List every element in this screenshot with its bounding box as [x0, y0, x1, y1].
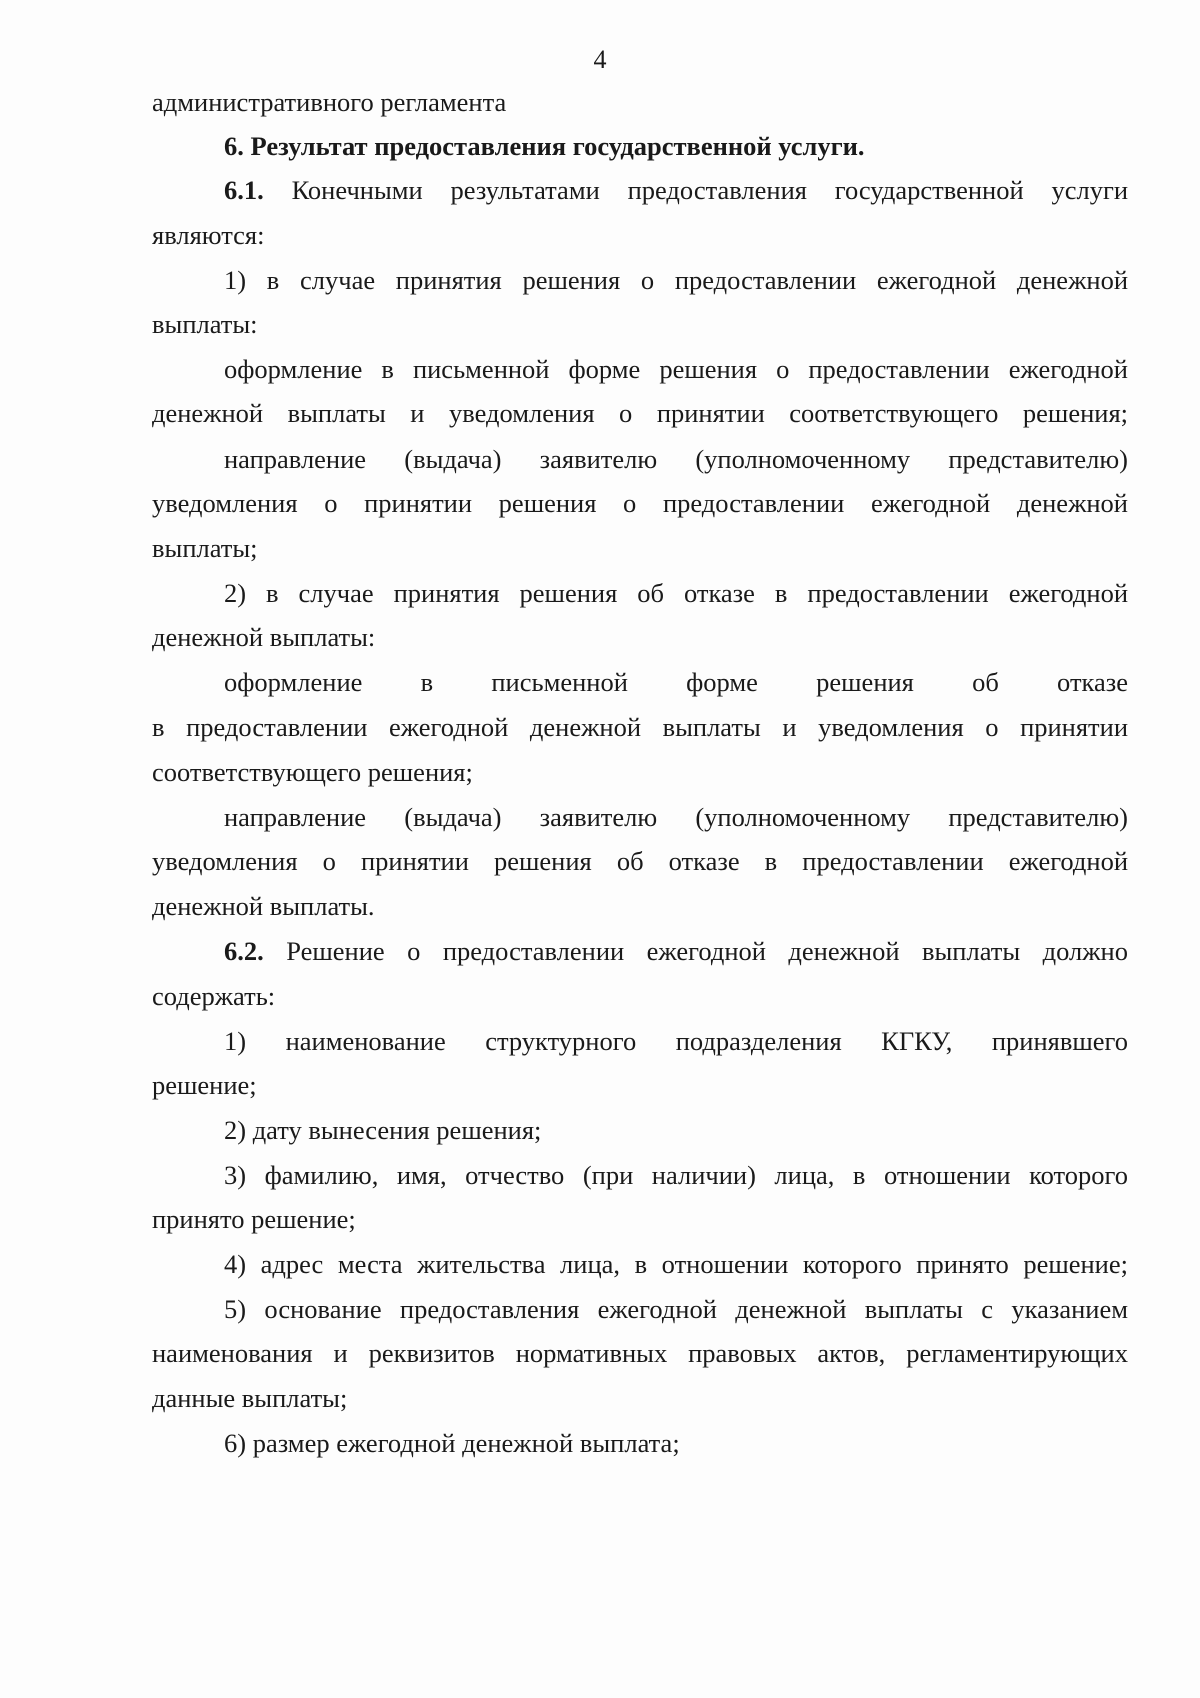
clause-text: Решение о предоставлении ежегодной денежной выплаты должно — [263, 936, 1128, 966]
paragraph-line: уведомления о принятии решения об отказе в предоставлении ежегодной — [152, 846, 1128, 876]
text-line: являются: — [152, 220, 265, 250]
list-item: 2) дату вынесения решения; — [224, 1115, 542, 1145]
paragraph-line — [224, 174, 1128, 206]
clause-text: Конечными результатами предоставления государственной услуги — [263, 175, 1128, 205]
list-item: 5) основание предоставления ежегодной денежной выплаты с указанием — [224, 1294, 1128, 1324]
text-line: содержать: — [152, 981, 276, 1011]
text-line: денежной выплаты: — [152, 622, 376, 652]
paragraph-line: направление (выдача) заявителю (уполномоченному представителю) — [224, 444, 1128, 474]
paragraph-line: оформление в письменной форме решения о предоставлении ежегодной — [224, 354, 1128, 384]
text-line: административного регламента — [152, 87, 507, 117]
page-number: 4 — [593, 45, 607, 74]
text-line: выплаты: — [152, 309, 258, 339]
paragraph-line: оформление в письменной форме решения об отказе — [224, 667, 1128, 697]
list-item: 4) адрес места жительства лица, в отношении которого принято решение; — [224, 1249, 1128, 1279]
paragraph-line: 1) в случае принятия решения о предоставлении ежегодной денежной — [224, 265, 1128, 295]
clause-number: 6.1. — [224, 175, 264, 205]
paragraph-line — [224, 935, 1128, 967]
paragraph-line: уведомления о принятии решения о предоставлении ежегодной денежной — [152, 488, 1128, 518]
clause-number: 6.2. — [224, 936, 264, 966]
text-line: решение; — [152, 1070, 257, 1100]
text-line: выплаты; — [152, 533, 258, 563]
text-line: принято решение; — [152, 1204, 356, 1234]
text-line: денежной выплаты. — [152, 891, 375, 921]
section-heading: 6. Результат предоставления государственной услуги. — [224, 131, 865, 161]
text-line: соответствующего решения; — [152, 757, 473, 787]
list-item: 1) наименование структурного подразделения КГКУ, принявшего — [224, 1026, 1128, 1056]
paragraph-line: в предоставлении ежегодной денежной выплаты и уведомления о принятии — [152, 712, 1128, 742]
text-line: данные выплаты; — [152, 1383, 348, 1413]
paragraph-line: денежной выплаты и уведомления о принятии соответствующего решения; — [152, 398, 1128, 428]
paragraph-line: наименования и реквизитов нормативных правовых актов, регламентирующих — [152, 1338, 1128, 1368]
list-item: 6) размер ежегодной денежной выплата; — [224, 1428, 680, 1458]
list-item: 3) фамилию, имя, отчество (при наличии) лица, в отношении которого — [224, 1160, 1128, 1190]
paragraph-line: направление (выдача) заявителю (уполномоченному представителю) — [224, 802, 1128, 832]
paragraph-line: 2) в случае принятия решения об отказе в предоставлении ежегодной — [224, 578, 1128, 608]
